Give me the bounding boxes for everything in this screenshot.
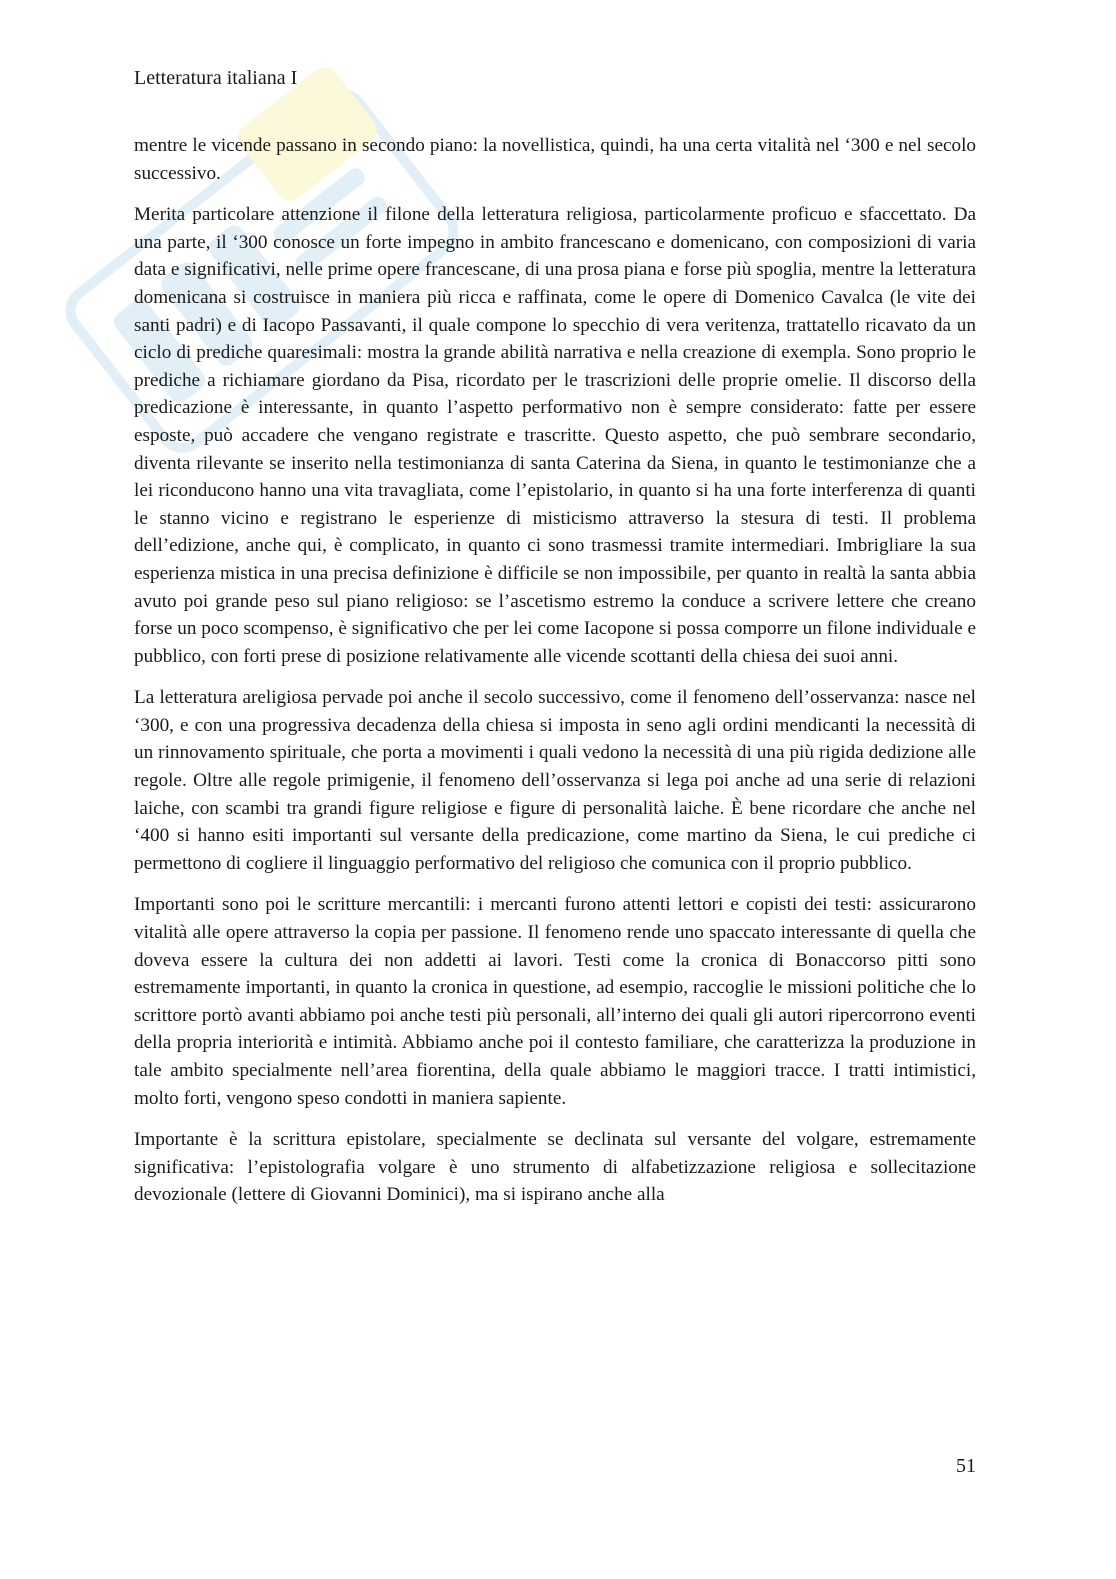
paragraph-5: Importante è la scrittura epistolare, specialmente se declinata sul versante del volgare, estremamente significativa: l’epistolografia volgare è uno strumento di alfabetizzazione religiosa e sollecitazione devozionale (lettere di Giovanni Dominici), ma si ispirano anche alla: [134, 1129, 976, 1206]
paragraph-1: mentre le vicende passano in secondo piano: la novellistica, quindi, ha una certa vitalità nel ‘300 e nel secolo successivo.: [134, 135, 976, 184]
running-header-title: Letteratura italiana I: [134, 67, 298, 89]
paragraph-2: Merita particolare attenzione il filone della letteratura religiosa, particolarmente proficuo e sfaccettato. Da una parte, il ‘300 conosce un forte impegno in ambito francescano e domenicano, con composizioni di varia data e significativi, nelle prime opere francescane, di una prosa piana e forse più spoglia, mentre la letteratura domenicana si costruisce in maniera più ricca e raffinata, come le opere di Domenico Cavalca (le vite dei santi padri) e di Iacopo Passavanti, il quale compone lo specchio di vera veritenza, trattatello ricavato da un ciclo di prediche quaresimali: mostra la grande abilità narrativa e nella creazione di exempla. Sono proprio le prediche a richiamare giordano da Pisa, ricordato per le trascrizioni delle proprie omelie. Il discorso della predicazione è interessante, in quanto l’aspetto performativo non è sempre considerato: fatte per essere esposte, può accadere che vengano registrate e trascritte. Questo aspetto, che può sembrare secondario, diventa rilevante se inserito nella testimonianza di santa Caterina da Siena, in quanto le testimonianze che a lei riconducono hanno una vita travagliata, come l’epistolario, in quanto si ha una forte interferenza di quanti le stanno vicino e registrano le esperienze di misticismo attraverso la stesura di testi. Il problema dell’edizione, anche qui, è complicato, in quanto ci sono trasmessi tramite intermediari. Imbrigliare la sua esperienza mistica in una precisa definizione è difficile se non impossibile, per quanto in realtà la santa abbia avuto poi grande peso sul piano religioso: se l’ascetismo estremo la conduce a scrivere lettere che creano forse un poco scompenso, è significativo che per lei come Iacopone si possa comporre un filone individuale e pubblico, con forti prese di posizione relativamente alle vicende scottanti della chiesa dei suoi anni.: [134, 204, 976, 667]
body-text: [134, 132, 976, 1223]
page-number: 51: [956, 1455, 976, 1477]
paragraph-3: La letteratura areligiosa pervade poi anche il secolo successivo, come il fenomeno dell’osservanza: nasce nel ‘300, e con una progressiva decadenza della chiesa si imposta in seno agli ordini mendicanti la necessità di un rinnovamento spirituale, che porta a movimenti i quali vedono la necessità di una più rigida dedizione alle regole. Oltre alle regole primigenie, il fenomeno dell’osservanza si lega poi anche ad una serie di relazioni laiche, con scambi tra grandi figure religiose e figure di personalità laiche. È bene ricordare che anche nel ‘400 si hanno esiti importanti sul versante della predicazione, come martino da Siena, le cui prediche ci permettono di cogliere il linguaggio performativo del religioso che comunica con il proprio pubblico.: [134, 687, 976, 874]
paragraph-4: Importanti sono poi le scritture mercantili: i mercanti furono attenti lettori e copisti dei testi: assicurarono vitalità alle opere attraverso la copia per passione. Il fenomeno rende uno spaccato interessante di quella che doveva essere la cultura dei non addetti ai lavori. Testi come la cronica di Bonaccorso pitti sono estremamente importanti, in quanto la cronica in questione, ad esempio, raccoglie le missioni politiche che lo scrittore portò avanti abbiamo poi anche testi più personali, all’interno dei quali gli autori ripercorrono eventi della propria interiorità e intimità. Abbiamo anche poi il contesto familiare, che caratterizza la produzione in tale ambito specialmente nell’area fiorentina, della quale abbiamo le maggiori tracce. I tratti intimistici, molto forti, vengono speso condotti in maniera sapiente.: [134, 894, 976, 1109]
